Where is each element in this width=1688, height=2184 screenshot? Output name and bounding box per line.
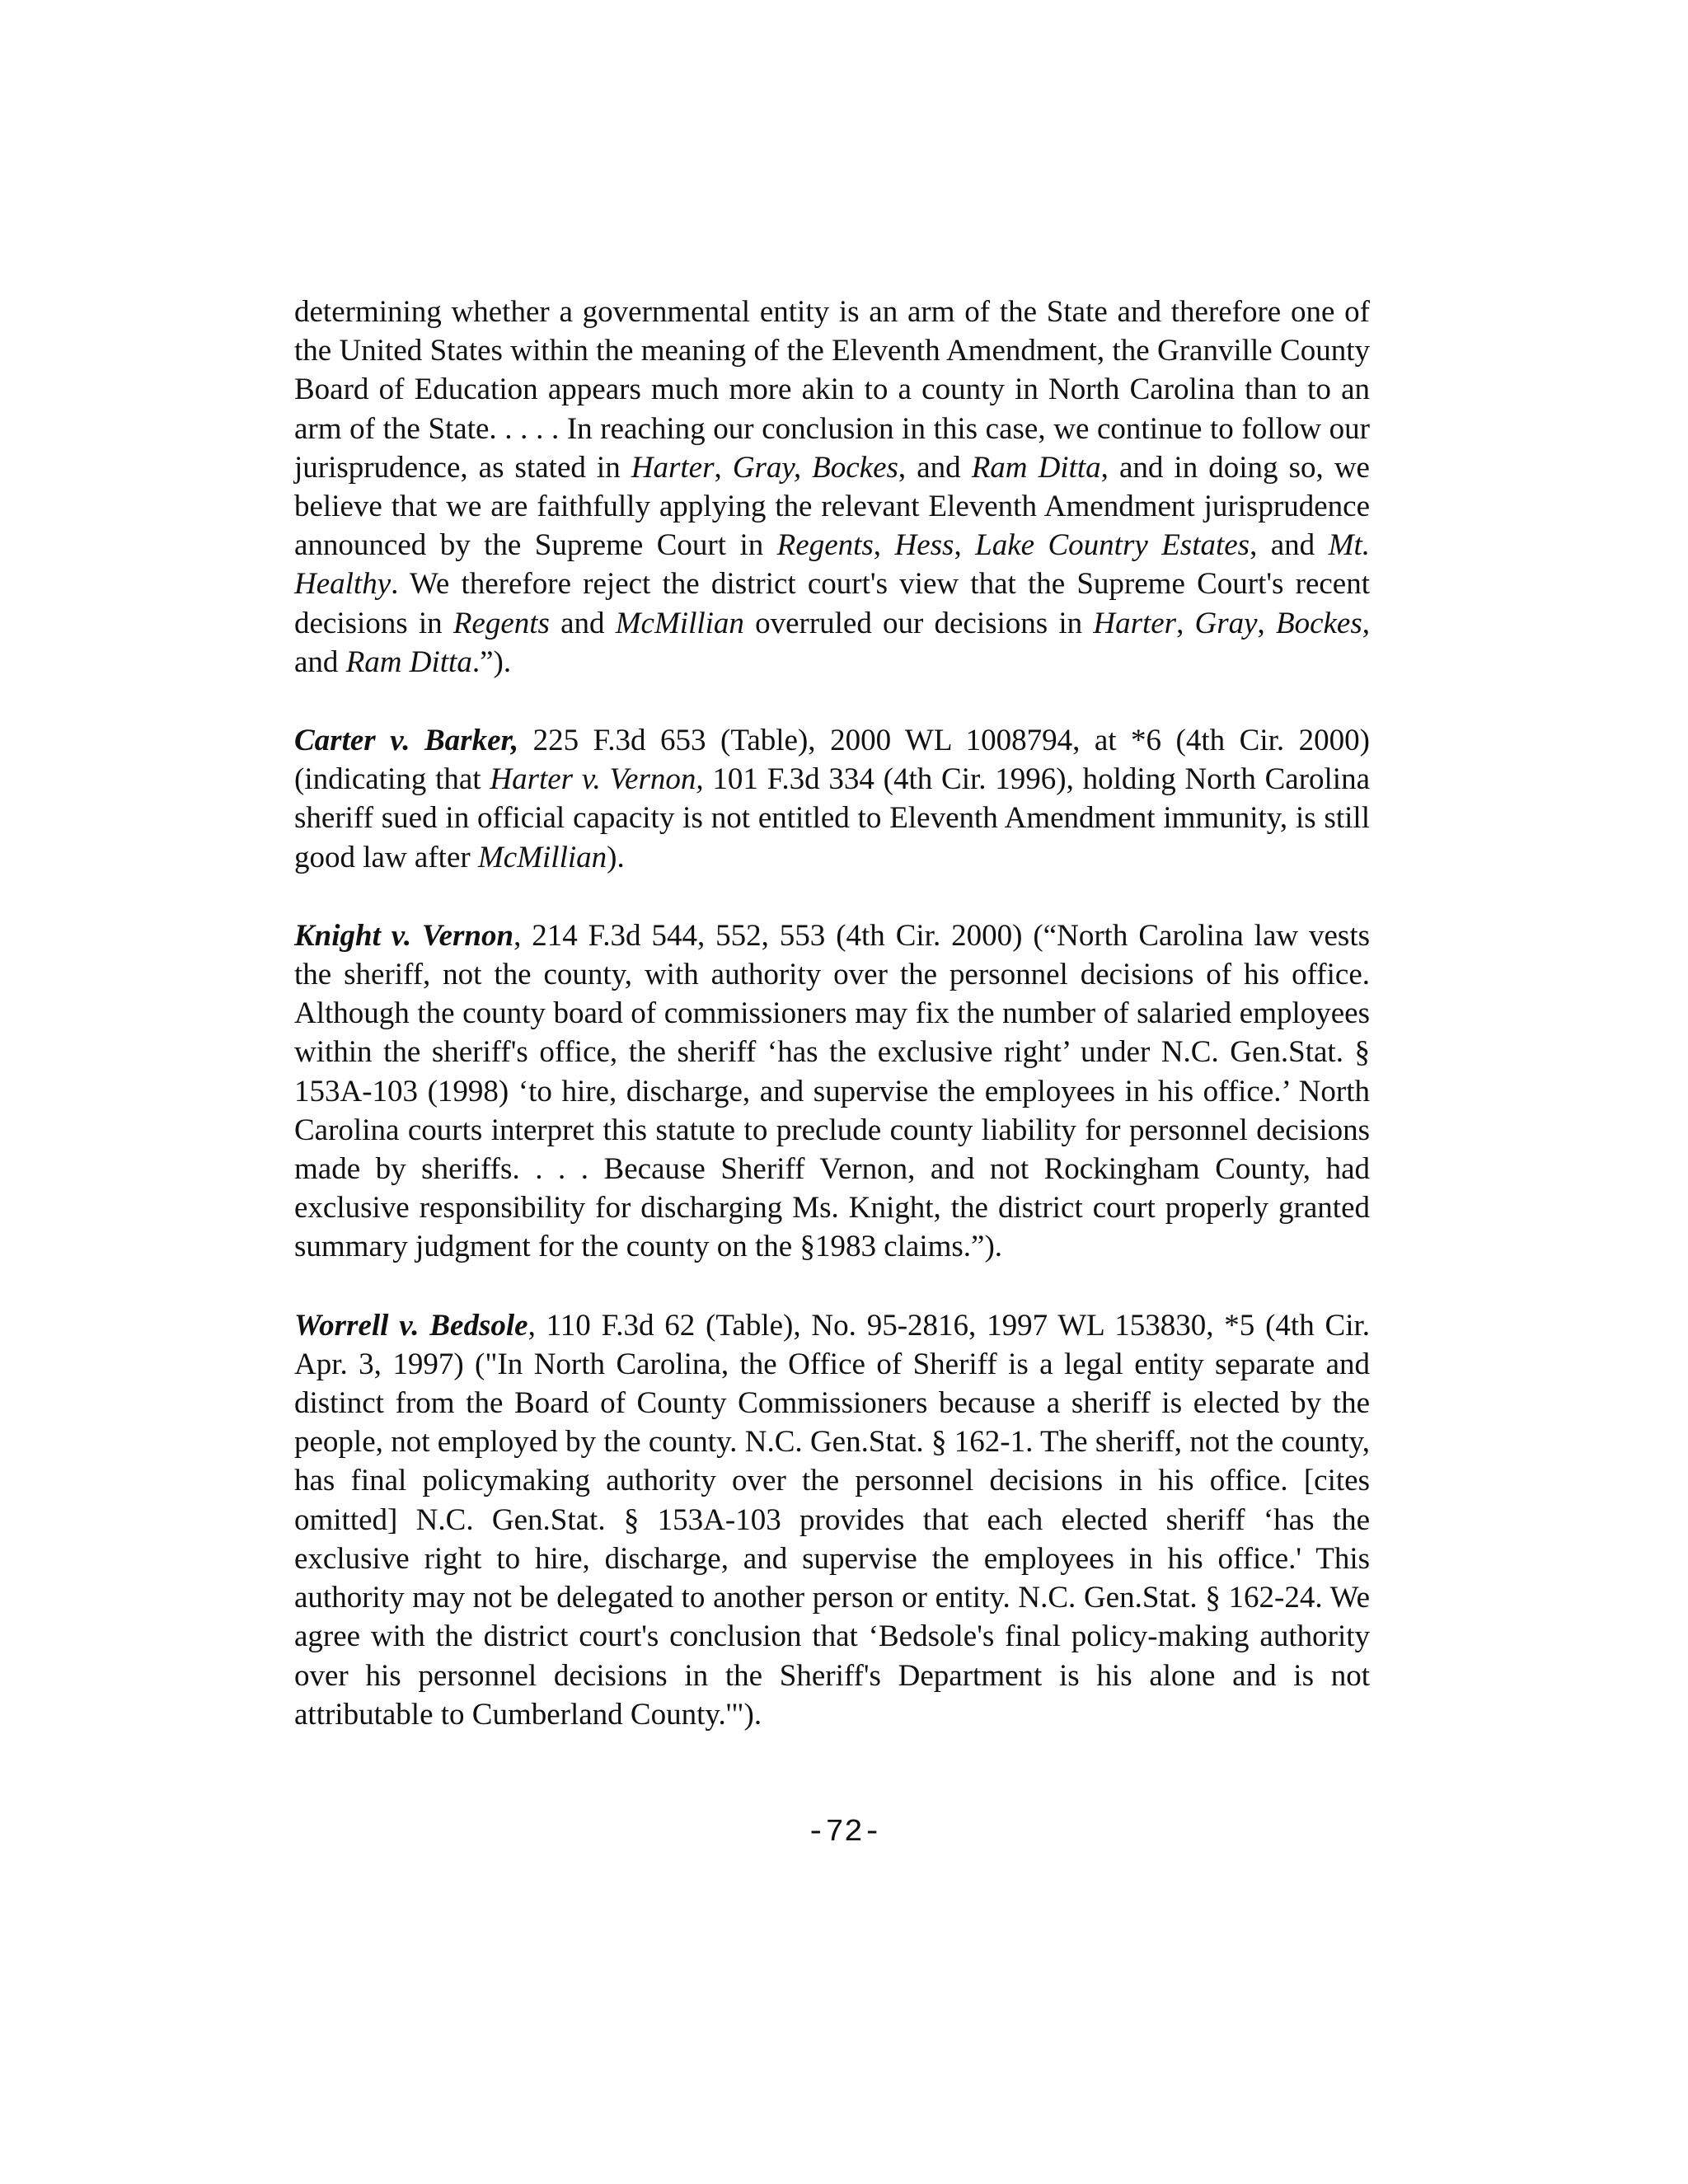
italic-citation-text: Regents: [776, 528, 874, 563]
italic-citation-text: Bockes: [1275, 606, 1362, 640]
page-number: -72-: [806, 1815, 882, 1850]
paragraph-text: , 214 F.3d 544, 552, 553 (4th Cir. 2000) (“North Carolina law vests the sheriff, not the county, with authority over the personnel decisions of his office. Although the county board of commissioners may fix the number of salaried employees within the sheriff's office, the sheriff ‘has the exclusive right’ under N.C. Gen.Stat. § 153A-103 (1998) ‘to hire, discharge, and supervise the employees in his office.’ North Carolina courts interpret this statute to preclude county liability for personnel decisions made by sheriffs. . . . Because Sheriff Vernon, and not Rockingham County, had exclusive responsibility for discharging Ms. Knight, the district court properly granted summary judgment for the county on the §1983 claims.”).: [294, 918, 1371, 1264]
italic-citation-text: Regents: [452, 606, 550, 640]
italic-citation-text: Gray: [1194, 606, 1258, 640]
paragraph-text: , and: [898, 450, 972, 485]
paragraph-text: .”).: [471, 644, 512, 679]
paragraph-text: , 110 F.3d 62 (Table), No. 95-2816, 1997 WL 153830, *5 (4th Cir. Apr. 3, 1997) ("In North Carolina, the Office of Sheriff is a legal entity separate and distinct from the Board of County Commissioners because a sheriff is elected by the people, not employed by the county. N.C. Gen.Stat. § 162-1. The sheriff, not the county, has final policymaking authority over the personnel decisions in his office. [cites omitted] N.C. Gen.Stat. § 153A-103 provides that each elected sheriff ‘has the exclusive right to hire, discharge, and supervise the employees in his office.' This authority may not be delegated to another person or entity. N.C. Gen.Stat. § 162-24. We agree with the district court's conclusion that ‘Bedsole's final policy-making authority over his personnel decisions in the Sheriff's Department is his alone and is not attributable to Cumberland County.'").: [294, 1308, 1371, 1732]
paragraph-text: ).: [607, 840, 625, 874]
italic-citation-text: Ram Ditta: [345, 644, 472, 679]
citation-carter-v-barker: [294, 721, 1370, 877]
citation-worrell-v-bedsole: [294, 1306, 1370, 1734]
document-body: [294, 293, 1370, 1734]
italic-citation-text: Gray, Bockes: [732, 450, 898, 485]
italic-citation-text: Mt. Healthy: [294, 528, 1370, 602]
paragraph-text: , and: [1250, 528, 1329, 563]
paragraph-text: overruled our decisions in: [743, 606, 1094, 640]
italic-citation-text: Harter v. Vernon,: [490, 762, 704, 797]
italic-citation-text: McMillian: [477, 840, 607, 874]
case-name: Carter v. Barker,: [294, 724, 519, 758]
italic-citation-text: McMillian: [615, 606, 744, 640]
paragraph-text: 225 F.3d 653 (Table), 2000 WL 1008794, at *6 (4th Cir. 2000) (indicating that: [294, 724, 1370, 797]
italic-citation-text: Harter: [631, 450, 715, 485]
italic-citation-text: Hess: [894, 528, 954, 563]
paragraph-text: ,: [1176, 606, 1195, 640]
paragraph-text: and: [549, 606, 616, 640]
italic-citation-text: Lake Country Estates: [975, 528, 1250, 563]
italic-citation-text: Harter: [1093, 606, 1177, 640]
case-name: Worrell v. Bedsole: [294, 1308, 528, 1343]
paragraph-text: . We therefore reject the district court's view that the Supreme Court's recent decisions in: [294, 567, 1370, 640]
paragraph-text: ,: [873, 528, 895, 563]
paragraph-text: ,: [1257, 606, 1276, 640]
italic-citation-text: Ram Ditta: [971, 450, 1101, 485]
continuation-paragraph: [294, 293, 1370, 682]
citation-knight-v-vernon: [294, 916, 1370, 1267]
paragraph-text: ,: [714, 450, 733, 485]
paragraph-text: 101 F.3d 334 (4th Cir. 1996), holding North Carolina sheriff sued in official capacity is not entitled to Eleventh Amendment immunity, is still good law after: [294, 762, 1371, 874]
paragraph-text: , and: [294, 606, 1370, 679]
paragraph-text: determining whether a governmental entity is an arm of the State and therefore one of the United States within the meaning of the Eleventh Amendment, the Granville County Board of Education appears much more akin to a county in North Carolina than to an arm of the State. . . . . In reaching our conclusion in this case, we continue to follow our jurisprudence, as stated in: [294, 295, 1370, 485]
paragraph-text: , and in doing so, we believe that we are faithfully applying the relevant Eleventh Amendment jurisprudence announced by the Supreme Court in: [294, 450, 1370, 563]
case-name: Knight v. Vernon: [294, 918, 514, 953]
paragraph-text: ,: [954, 528, 976, 563]
